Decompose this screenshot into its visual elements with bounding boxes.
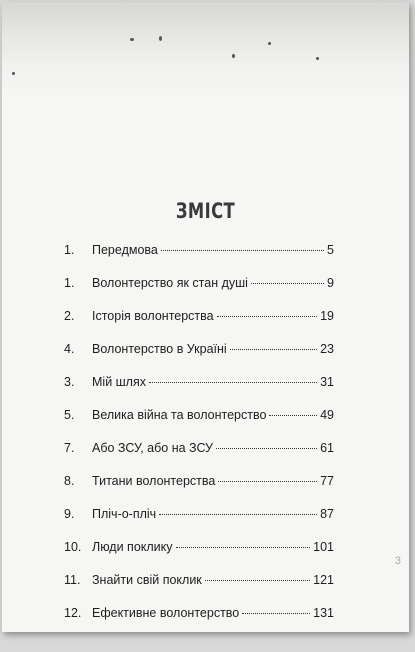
ink-speck [268,42,271,45]
dot-leader [216,448,317,449]
page-stain [2,2,409,97]
toc-entry-title: Пліч-о-пліч [92,507,157,521]
toc-entry-title: Титани волонтерства [92,474,216,488]
dot-leader [230,349,317,350]
toc-entry-page: 121 [313,573,334,587]
toc-entry-number: 9. [64,507,75,521]
toc-entry-body [92,605,334,621]
toc-entry-page: 5 [327,243,334,257]
toc-entry-page: 31 [320,375,334,389]
book-page [2,2,409,632]
ink-speck [130,38,134,41]
toc-entry [64,407,334,440]
dot-leader [251,283,324,284]
ink-speck [232,54,235,58]
toc-entry-body [92,572,334,588]
toc-entry-page: 23 [320,342,334,356]
toc-entry [64,473,334,506]
toc-entry-body [92,374,334,390]
toc-entry-body [92,341,334,357]
ink-speck [316,57,319,60]
toc-entry-body [92,407,334,423]
dot-leader [205,580,310,581]
toc-entry-number: 8. [64,474,75,488]
toc-entry-number: 4. [64,342,75,356]
toc-entry-title: Знайти свій поклик [92,573,202,587]
toc-entry [64,506,334,539]
dot-leader [149,382,317,383]
toc-entry-body [92,539,334,555]
toc-entry-title: Мій шлях [92,375,146,389]
dot-leader [176,547,311,548]
dot-leader [217,316,317,317]
toc-entry-number: 7. [64,441,75,455]
toc-entry-title: Або ЗСУ, або на ЗСУ [92,441,213,455]
toc-entry [64,374,334,407]
toc-entry-number: 10. [64,540,82,554]
toc-entry-body [92,242,334,258]
toc-entry-number: 11. [64,573,81,587]
toc-entry [64,275,334,308]
toc-entry-title: Волонтерство як стан душі [92,276,248,290]
table-of-contents [64,242,334,632]
toc-entry-page: 77 [320,474,334,488]
dot-leader [218,481,317,482]
toc-entry-title: Велика війна та волонтерство [92,408,267,422]
toc-entry-number: 5. [64,408,75,422]
dot-leader [159,514,317,515]
faint-page-mark: 3 [394,555,401,567]
toc-entry [64,341,334,374]
toc-entry-number: 2. [64,309,75,323]
toc-entry-title: Волонтерство в Україні [92,342,227,356]
toc-entry-number: 3. [64,375,75,389]
toc-entry [64,539,334,572]
toc-entry-body [92,275,334,291]
toc-entry-body [92,440,334,456]
toc-entry-page: 61 [320,441,334,455]
toc-entry-number: 12. [64,606,82,620]
toc-entry-page: 101 [313,540,334,554]
dot-leader [269,415,317,416]
toc-entry-title: Передмова [92,243,158,257]
page-title: ЗМІСТ [175,199,236,223]
toc-entry-title: Історія волонтерства [92,309,214,323]
dot-leader [242,613,310,614]
toc-entry [64,308,334,341]
ink-speck [159,36,162,41]
toc-entry-title: Ефективне волонтерство [92,606,240,620]
toc-entry-body [92,308,334,324]
toc-entry [64,572,334,605]
toc-entry [64,440,334,473]
toc-entry-page: 9 [327,276,334,290]
toc-entry-page: 19 [320,309,334,323]
toc-entry-body [92,506,334,522]
toc-entry-page: 87 [320,507,334,521]
ink-speck [12,72,15,75]
toc-entry-number: 1. [64,276,75,290]
toc-entry [64,242,334,275]
dot-leader [161,250,324,251]
toc-entry-title: Люди поклику [92,540,173,554]
toc-entry-page: 49 [320,408,334,422]
toc-entry-page: 131 [313,606,334,620]
toc-entry [64,605,334,632]
toc-entry-number: 1. [64,243,75,257]
toc-entry-body [92,473,334,489]
